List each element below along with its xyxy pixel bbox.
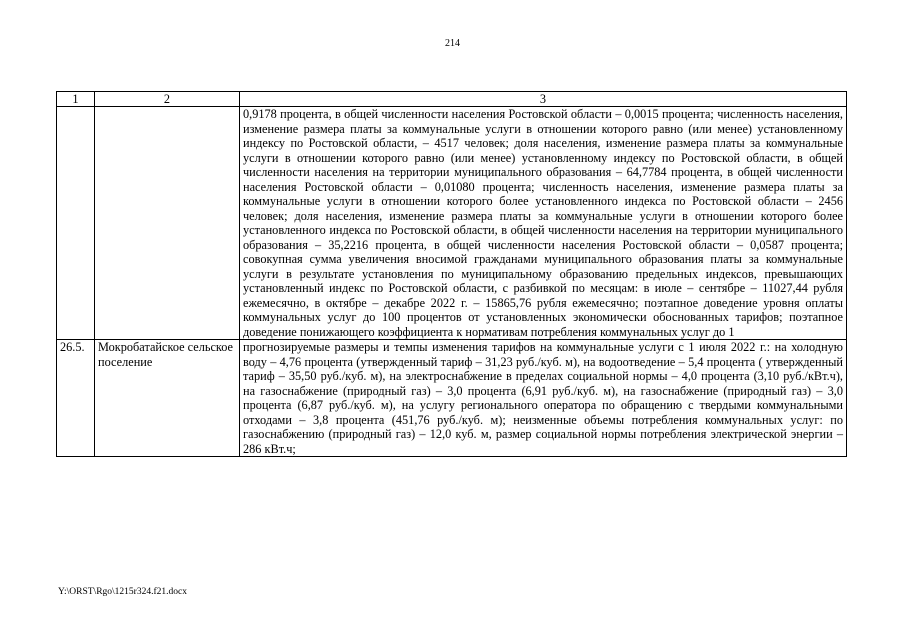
row-municipality: Мокробатайское сельское поселение — [95, 340, 240, 457]
header-col-2: 2 — [95, 92, 240, 107]
header-col-1: 1 — [57, 92, 95, 107]
row-code — [57, 107, 95, 340]
header-row — [57, 92, 847, 107]
row-municipality — [95, 107, 240, 340]
table-row — [57, 340, 847, 457]
tariff-table — [56, 91, 847, 457]
row-text: прогнозируемые размеры и темпы изменения тарифов на коммунальные услуги с 1 июля 2022 г.: на холодную воду – 4,76 процента (утвержденный тариф – 31,23 руб./куб. м), на водоотведение – 5,4 процента ( утвержденный тариф – 35,50 руб./куб. м), на электроснабжение в пределах социальной нормы – 4,0 процента (3,10 руб./кВт.ч), на газоснабжение (природный газ) – 3,0 процента (6,91 руб./куб. м), на газоснабжение (природный газ) – 3,0 процента (6,87 руб./куб. м), на услугу регионального оператора по обращению с твердыми коммунальными отходами – 3,8 процента (451,76 руб./куб. м); неизменные объемы потребления коммунальных услуг: по газоснабжению (природный газ) – 12,0 куб. м, размер социальной нормы потребления электрической энергии – 286 кВт.ч; — [240, 340, 847, 457]
page-number: 214 — [445, 38, 460, 49]
row-code: 26.5. — [57, 340, 95, 457]
header-col-3: 3 — [240, 92, 847, 107]
table-header — [57, 92, 847, 107]
table-row — [57, 107, 847, 340]
row-text: 0,9178 процента, в общей численности населения Ростовской области – 0,0015 процента; численность населения, изменение размера платы за коммунальные услуги в отношении которого равно (или менее) установленному индексу по Ростовской области, – 4517 человек; доля населения, изменение размера платы за коммунальные услуги в отношении которого равно (или менее) установленному индексу по Ростовской области, в общей численности населения на территории муниципального образования – 64,7784 процента, в общей численности населения Ростовской области – 0,01080 процента; численность населения, изменение размера платы за коммунальные услуги в отношении которого более установленного индекса по Ростовской области – 2456 человек; доля населения, изменение размера платы за коммунальные услуги в отношении которого более установленного индекса по Ростовской области, в общей численности населения на территории муниципального образования – 35,2216 процента, в общей численности населения Ростовской области – 0,0587 процента; совокупная сумма увеличения вносимой гражданами муниципального образования платы за коммунальные услуги в результате установления по муниципальному образованию предельных индексов, превышающих установленный индекс по Ростовской области, с разбивкой по месяцам: в июле – сентябре – 11027,44 рубля ежемесячно, в октябре – декабре 2022 г. – 15865,76 рубля ежемесячно; поэтапное доведение уровня оплаты коммунальных услуг до 100 процентов от установленных экономически обоснованных тарифов; поэтапное доведение понижающего коэффициента к нормативам потребления коммунальных услуг до 1 — [240, 107, 847, 340]
file-path-footer: Y:\ORST\Rgo\1215r324.f21.docx — [58, 587, 187, 597]
